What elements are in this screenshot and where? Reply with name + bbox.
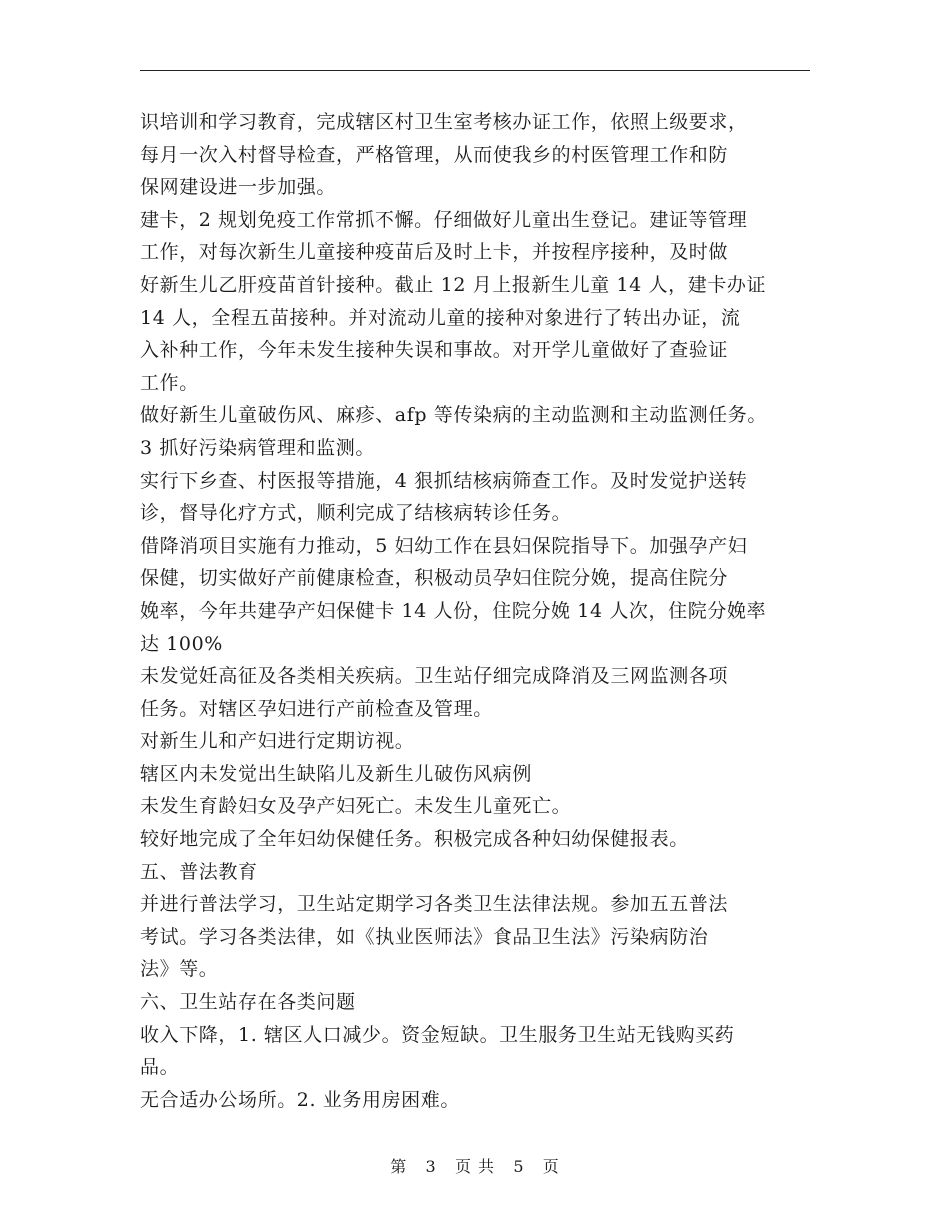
text-line: 做好新生儿童破伤风、麻疹、afp 等传染病的主动监测和主动监测任务。 [140, 404, 767, 427]
text-line: 14 人，全程五苗接种。并对流动儿童的接种对象进行了转出办证，流 [140, 306, 741, 329]
text-line: 识培训和学习教育，完成辖区村卫生室考核办证工作，依照上级要求， [140, 111, 748, 133]
text-line: 实行下乡查、村医报等措施，4 狠抓结核病筛查工作。及时发觉护送转 [140, 469, 748, 492]
text-line: 未发生育龄妇女及孕产妇死亡。未发生儿童死亡。 [140, 795, 572, 818]
text-line: 品。 [140, 1056, 180, 1079]
text-line: 工作。 [140, 371, 199, 394]
text-line: 保健，切实做好产前健康检查，积极动员孕妇住院分娩，提高住院分 [140, 567, 729, 590]
footer-suffix: 页 [542, 1157, 560, 1176]
text-line: 入补种工作，今年未发生接种失误和事故。对开学儿童做好了查验证 [140, 339, 729, 362]
text-line: 保网建设进一步加强。 [140, 176, 337, 199]
text-line: 每月一次入村督导检查，严格管理，从而使我乡的村医管理工作和防 [140, 143, 729, 166]
footer-prefix: 第 [390, 1157, 408, 1176]
text-line: 借降消项目实施有力推动，5 妇幼工作在县妇保院指导下。加强孕产妇 [140, 534, 748, 557]
text-line: 收入下降，1. 辖区人口减少。资金短缺。卫生服务卫生站无钱购买药 [140, 1023, 735, 1046]
text-line: 建卡，2 规划免疫工作常抓不懈。仔细做好儿童出生登记。建证等管理 [140, 208, 748, 231]
footer-current-page: 3 [425, 1157, 437, 1176]
text-line: 法》等。 [140, 958, 219, 981]
text-line: 六、卫生站存在各类问题 [140, 991, 356, 1014]
text-line: 五、普法教育 [140, 860, 258, 883]
text-line: 考试。学习各类法律，如《执业医师法》食品卫生法》污染病防治 [140, 925, 709, 948]
text-line: 未发觉妊高征及各类相关疾病。卫生站仔细完成降消及三网监测各项 [140, 665, 729, 688]
text-line: 任务。对辖区孕妇进行产前检查及管理。 [140, 697, 493, 720]
text-line: 诊，督导化疗方式，顺利完成了结核病转诊任务。 [140, 502, 572, 525]
page-footer [0, 1154, 950, 1177]
text-line: 好新生儿乙肝疫苗首针接种。截止 12 月上报新生儿童 14 人，建卡办证 [140, 273, 767, 296]
text-line: 娩率，今年共建孕产妇保健卡 14 人份，住院分娩 14 人次，住院分娩率 [140, 599, 767, 622]
text-line: 对新生儿和产妇进行定期访视。 [140, 730, 415, 753]
text-line: 工作，对每次新生儿童接种疫苗后及时上卡，并按程序接种，及时做 [140, 241, 729, 264]
document-body [140, 106, 830, 1116]
text-line: 达 100% [140, 632, 223, 655]
footer-middle: 页 共 [454, 1157, 496, 1176]
text-line: 3 抓好污染病管理和监测。 [140, 436, 375, 459]
text-line: 无合适办公场所。2. 业务用房困难。 [140, 1088, 460, 1111]
text-line: 并进行普法学习，卫生站定期学习各类卫生法律法规。参加五五普法 [140, 893, 729, 916]
text-line: 较好地完成了全年妇幼保健任务。积极完成各种妇幼保健报表。 [140, 828, 689, 851]
header-rule [140, 70, 810, 71]
footer-total-pages: 5 [513, 1157, 525, 1176]
text-line: 辖区内未发觉出生缺陷儿及新生儿破伤风病例 [140, 762, 533, 785]
